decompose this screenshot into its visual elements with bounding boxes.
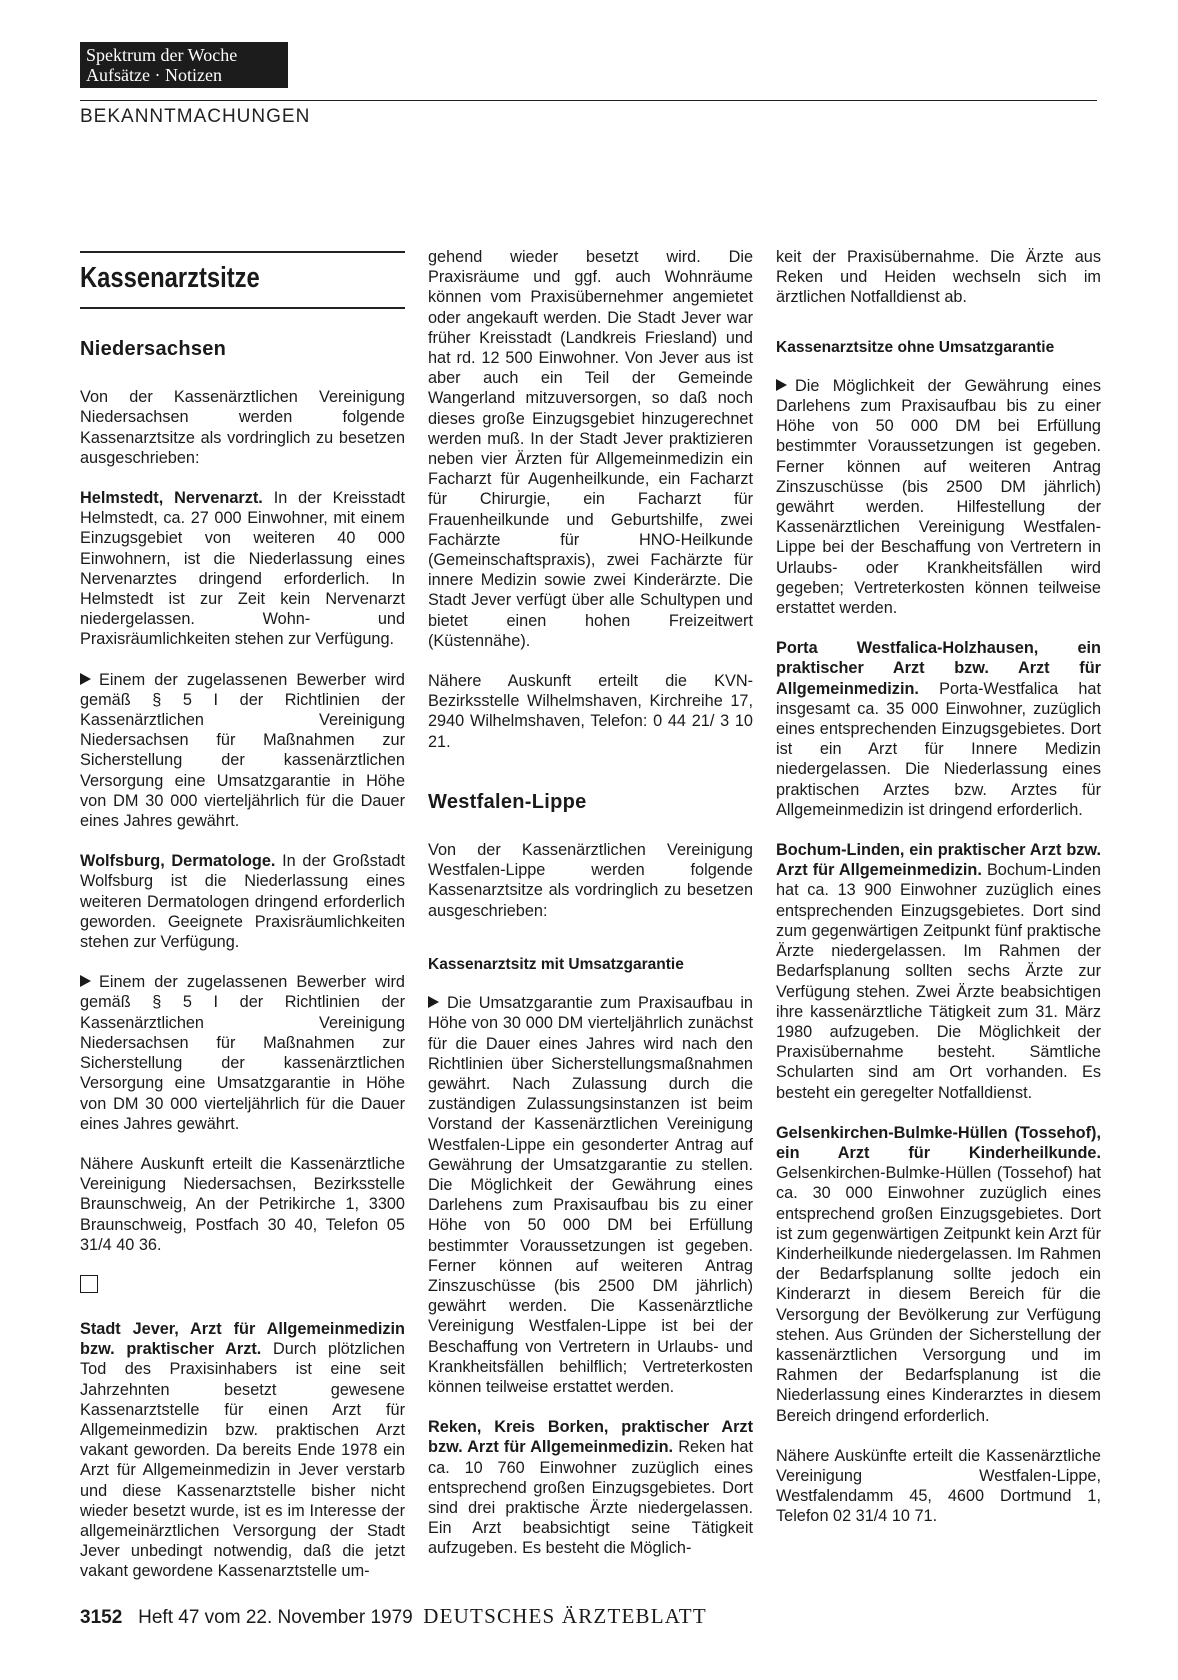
with-guarantee-body: Die Umsatzgarantie zum Praxisaufbau in Höhe von 30 000 DM vierteljährlich zunächst für die Dauer eines Jahres wird nach den Richtlinien über Sicherstellungsmaßnahmen gewährt. Nach Zulassung durch die zuständigen Zulassungsinstanzen ist beim Vorstand der Kassenärztlichen Vereinigung Westfalen-Lippe ein gesonderter Antrag auf Gewährung der Umsatzgarantie zu stellen. Die Möglichkeit der Gewährung eines Darlehens zum Praxisaufbau bis zu einer Höhe von 50 000 DM bei Erfüllung bestimmter Voraussetzungen ist gegeben. Ferner können auf weiteren Antrag Zinszuschüsse (bis 2500 DM jährlich) gewährt werden. Die Kassenärztliche Vereinigung Westfalen-Lippe ist bei der Beschaffung von Vertretern in Urlaubs- und Krankheitsfällen behilflich; Vertreterkosten können teilweise erstattet werden. — [428, 994, 753, 1396]
guarantee-note-1 — [80, 670, 405, 832]
listing-lead: Gelsenkirchen-Bulmke-Hüllen (Tossehof), ein Arzt für Kinderheilkunde. — [776, 1123, 1101, 1162]
triangle-bullet-icon — [80, 673, 91, 685]
listing-text: Bochum-Linden hat ca. 13 900 Einwohner zuzüglich eines entsprechenden Einzugsgebietes. Dort sind zum gegenwärtigen Zeitpunkt fünf praktische Ärzte niedergelassen. Im Rahmen der Bedarfsplanung sollten sechs Ärzte zur Verfügung stehen. Zwei Ärzte beabsichtigen ihre kassenärztliche Tätigkeit zum 31. März 1980 aufzugeben. Die Möglichkeit der Praxisübernahme besteht. Sämtliche Schularten sind am Ort vorhanden. Es besteht ein geregelter Notfalldienst. — [776, 861, 1101, 1102]
listing-porta-westfalica — [776, 638, 1101, 820]
listing-text: Porta-Westfalica hat insgesamt ca. 35 000 Einwohner, zuzüglich eines entsprechenden Einzugsgebietes. Dort ist ein Arzt für Innere Medizin niedergelassen. Die Niederlassung eines praktischen Arztes bzw. Arztes für Allgemeinmedizin ist dringend erforderlich. — [776, 679, 1101, 819]
listing-bochum-linden — [776, 840, 1101, 1103]
region-heading-westfalen-lippe: Westfalen-Lippe — [428, 790, 587, 813]
triangle-bullet-icon — [776, 379, 787, 391]
guarantee-note-2 — [80, 972, 405, 1134]
triangle-bullet-icon — [428, 996, 439, 1008]
section-kicker: BEKANNTMACHUNGEN — [80, 106, 311, 127]
listing-reken-continued: keit der Praxisübernahme. Die Ärzte aus Reken und Heiden wechseln sich im ärztlichen Notfalldienst ab. — [776, 248, 1101, 307]
region-heading-niedersachsen: Niedersachsen — [80, 338, 227, 360]
without-guarantee-body: Die Möglichkeit der Gewährung eines Darlehens zum Praxisaufbau bis zu einer Höhe von 50 000 DM bei Erfüllung bestimmter Voraussetzungen ist gegeben. Ferner können auf weiteren Antrag Zinszuschüsse (bis 2500 DM jährlich) gewährt werden. Hilfestellung der Kassenärztlichen Vereinigung Westfalen-Lippe bei der Beschaffung von Vertretern in Urlaubs- oder Krankheitsfällen wird gegeben; Vertreterkosten können teilweise erstattet werden. — [776, 376, 1101, 618]
masthead-line-2: Aufsätze · Notizen — [86, 65, 222, 85]
column-3 — [776, 247, 1101, 1547]
listing-text: In der Kreisstadt Helmstedt, ca. 27 000 Einwohner, mit einem Einzugsgebiet von weiteren 40 000 Einwohnern, ist die Niederlassung eines Nervenarztes dringend erforderlich. In Helmstedt ist zur Zeit kein Nervenarzt niedergelassen. Wohn- und Praxisräumlichkeiten stehen zur Verfügung. — [80, 489, 405, 649]
listing-lead: Bochum-Linden, ein praktischer Arzt bzw. Arzt für Allgemeinmedizin. — [776, 841, 1101, 880]
title-rule-top — [80, 251, 405, 253]
with-guarantee-text — [428, 993, 753, 1397]
westfalen-intro: Von der Kassenärztlichen Vereinigung Westfalen-Lippe werden folgende Kassenarztsitze als vordringlich zu besetzen ausgeschrieben: — [428, 841, 753, 920]
title-rule-bottom — [80, 307, 405, 309]
listing-text: Gelsenkirchen-Bulmke-Hüllen (Tossehof) hat ca. 30 000 Einwohner zuzüglich eines entsprechend großen Einzugsgebietes. Dort ist zum gegenwärtigen Zeitpunkt kein Arzt für Kinderheilkunde niedergelassen. Im Rahmen der Bedarfsplanung sollte jedoch ein Kinderarzt in diesem Bereich für die Versorgung der Bevölkerung zur Verfügung stehen. Aus Gründen der Sicherstellung der kassenärztlichen Versorgung und im Rahmen der Bedarfsplanung ist die Niederlassung eines Kinderarztes in diesem Bereich dringend erforderlich. — [776, 1164, 1101, 1425]
page-footer — [80, 1604, 707, 1629]
listing-lead: Reken, Kreis Borken, praktischer Arzt bzw. Arzt für Allgemeinmedizin. — [428, 1418, 753, 1457]
listing-text: Reken hat ca. 10 760 Einwohner zuzüglich eines entsprechend großen Einzugsgebietes. Dort sind drei praktische Ärzte niedergelassen. Ein Arzt beabsichtigt seine Tätigkeit aufzugeben. Es besteht die Möglich- — [428, 1438, 754, 1558]
listing-lead: Stadt Jever, Arzt für Allgemeinmedizin bzw. praktischer Arzt. — [80, 1319, 405, 1359]
triangle-bullet-icon — [80, 975, 91, 987]
without-guarantee-text — [776, 376, 1101, 618]
listing-jever — [80, 1319, 405, 1582]
listing-text: Durch plötzlichen Tod des Praxisinhabers ist eine seit Jahrzehnten besetzt gewesene Kassenarztstelle für einen Arzt für Allgemeinmedizin bzw. praktischen Arzt vakant geworden. Da bereits Ende 1978 ein Arzt für Allgemeinmedizin in Jever verstarb und diese Kassenarztstelle bisher nicht wieder besetzt wurde, ist es im Interesse der allgemeinärztlichen Versorgung der Stadt Jever unbedingt notwendig, daß die jetzt vakant gewordene Kassenarztstelle um- — [80, 1340, 405, 1581]
column-2 — [428, 247, 753, 1559]
niedersachsen-contact: Nähere Auskunft erteilt die Kassenärztliche Vereinigung Niedersachsen, Bezirksstelle Braunschweig, An der Petrikirche 1, 3300 Braunschweig, Postfach 30 40, Telefon 05 31/4 40 36. — [80, 1154, 405, 1254]
guarantee-text: Einem der zugelassenen Bewerber wird gemäß § 5 I der Richtlinien der Kassenärztlichen Vereinigung Niedersachsen für Maßnahmen zur Sicherstellung der kassenärztlichen Versorgung eine Umsatzgarantie in Höhe von DM 30 000 vierteljährlich für die Dauer eines Jahres gewährt. — [80, 973, 405, 1133]
listing-lead: Helmstedt, Nervenarzt. — [80, 489, 263, 508]
listing-helmstedt — [80, 488, 405, 650]
end-mark-square-icon — [80, 1275, 98, 1293]
listing-gelsenkirchen — [776, 1123, 1101, 1426]
listing-jever-continued: gehend wieder besetzt wird. Die Praxisräume und ggf. auch Wohnräume können vom Praxisübernehmer angemietet oder angekauft werden. Die Stadt Jever war früher Kreisstadt (Landkreis Friesland) und hat rd. 12 500 Einwohner. Von Jever aus ist aber auch ein Teil der Gemeinde Wangerland mitzuversorgen, so daß noch dieses große Einzugsgebiet hinzugerechnet werden muß. In der Stadt Jever praktizieren neben vier Ärzten für Allgemeinmedizin ein Facharzt für Augenheilkunde, ein Facharzt für Chirurgie, ein Facharzt für Frauenheilkunde und Geburtshilfe, zwei Fachärzte für HNO-Heilkunde (Gemeinschaftspraxis), zwei Fachärzte für innere Medizin sowie zwei Kinderärzte. Die Stadt Jever verfügt über alle Schultypen und bietet einen hohen Freizeitwert (Küstennähe). — [428, 248, 753, 650]
guarantee-text: Einem der zugelassenen Bewerber wird gemäß § 5 I der Richtlinien der Kassenärztlichen Vereinigung Niedersachsen für Maßnahmen zur Sicherstellung der kassenärztlichen Versorgung eine Umsatzgarantie in Höhe von DM 30 000 vierteljährlich für die Dauer eines Jahres gewährt. — [80, 670, 405, 831]
masthead — [80, 42, 288, 88]
subheading-without-guarantee: Kassenarztsitze ohne Umsatzgarantie — [776, 338, 1055, 356]
jever-contact: Nähere Auskunft erteilt die KVN-Bezirksstelle Wilhelmshaven, Kirchreihe 17, 2940 Wilhelmshaven, Telefon: 0 44 21/ 3 10 21. — [428, 672, 753, 751]
listing-lead: Wolfsburg, Dermatologe. — [80, 852, 276, 871]
subheading-with-guarantee: Kassenarztsitz mit Umsatzgarantie — [428, 955, 684, 973]
westfalen-contact: Nähere Auskünfte erteilt die Kassenärztliche Vereinigung Westfalen-Lippe, Westfalendamm 45, 4600 Dortmund 1, Telefon 02 31/4 10 71. — [776, 1446, 1101, 1526]
header-rule — [80, 100, 1097, 101]
column-1 — [80, 251, 405, 1582]
page-number: 3152 — [80, 1607, 123, 1628]
issue-info: Heft 47 vom 22. November 1979 — [138, 1607, 413, 1628]
journal-name: DEUTSCHES ÄRZTEBLATT — [423, 1604, 707, 1628]
listing-reken — [428, 1417, 753, 1558]
niedersachsen-intro: Von der Kassenärztlichen Vereinigung Niedersachsen werden folgende Kassenarztsitze als vordringlich zu besetzen ausgeschrieben: — [80, 388, 405, 467]
masthead-line-1: Spektrum der Woche — [86, 45, 238, 65]
page-title: Kassenarztsitze — [80, 262, 260, 294]
listing-wolfsburg — [80, 851, 405, 952]
listing-text: In der Großstadt Wolfsburg ist die Niederlassung eines weiteren Dermatologen dringend erforderlich geworden. Geeignete Praxisräumlichkeiten stehen zur Verfügung. — [80, 852, 405, 952]
listing-lead: Porta Westfalica-Holzhausen, ein praktischer Arzt bzw. Arzt für Allgemeinmedizin. — [776, 639, 1101, 698]
